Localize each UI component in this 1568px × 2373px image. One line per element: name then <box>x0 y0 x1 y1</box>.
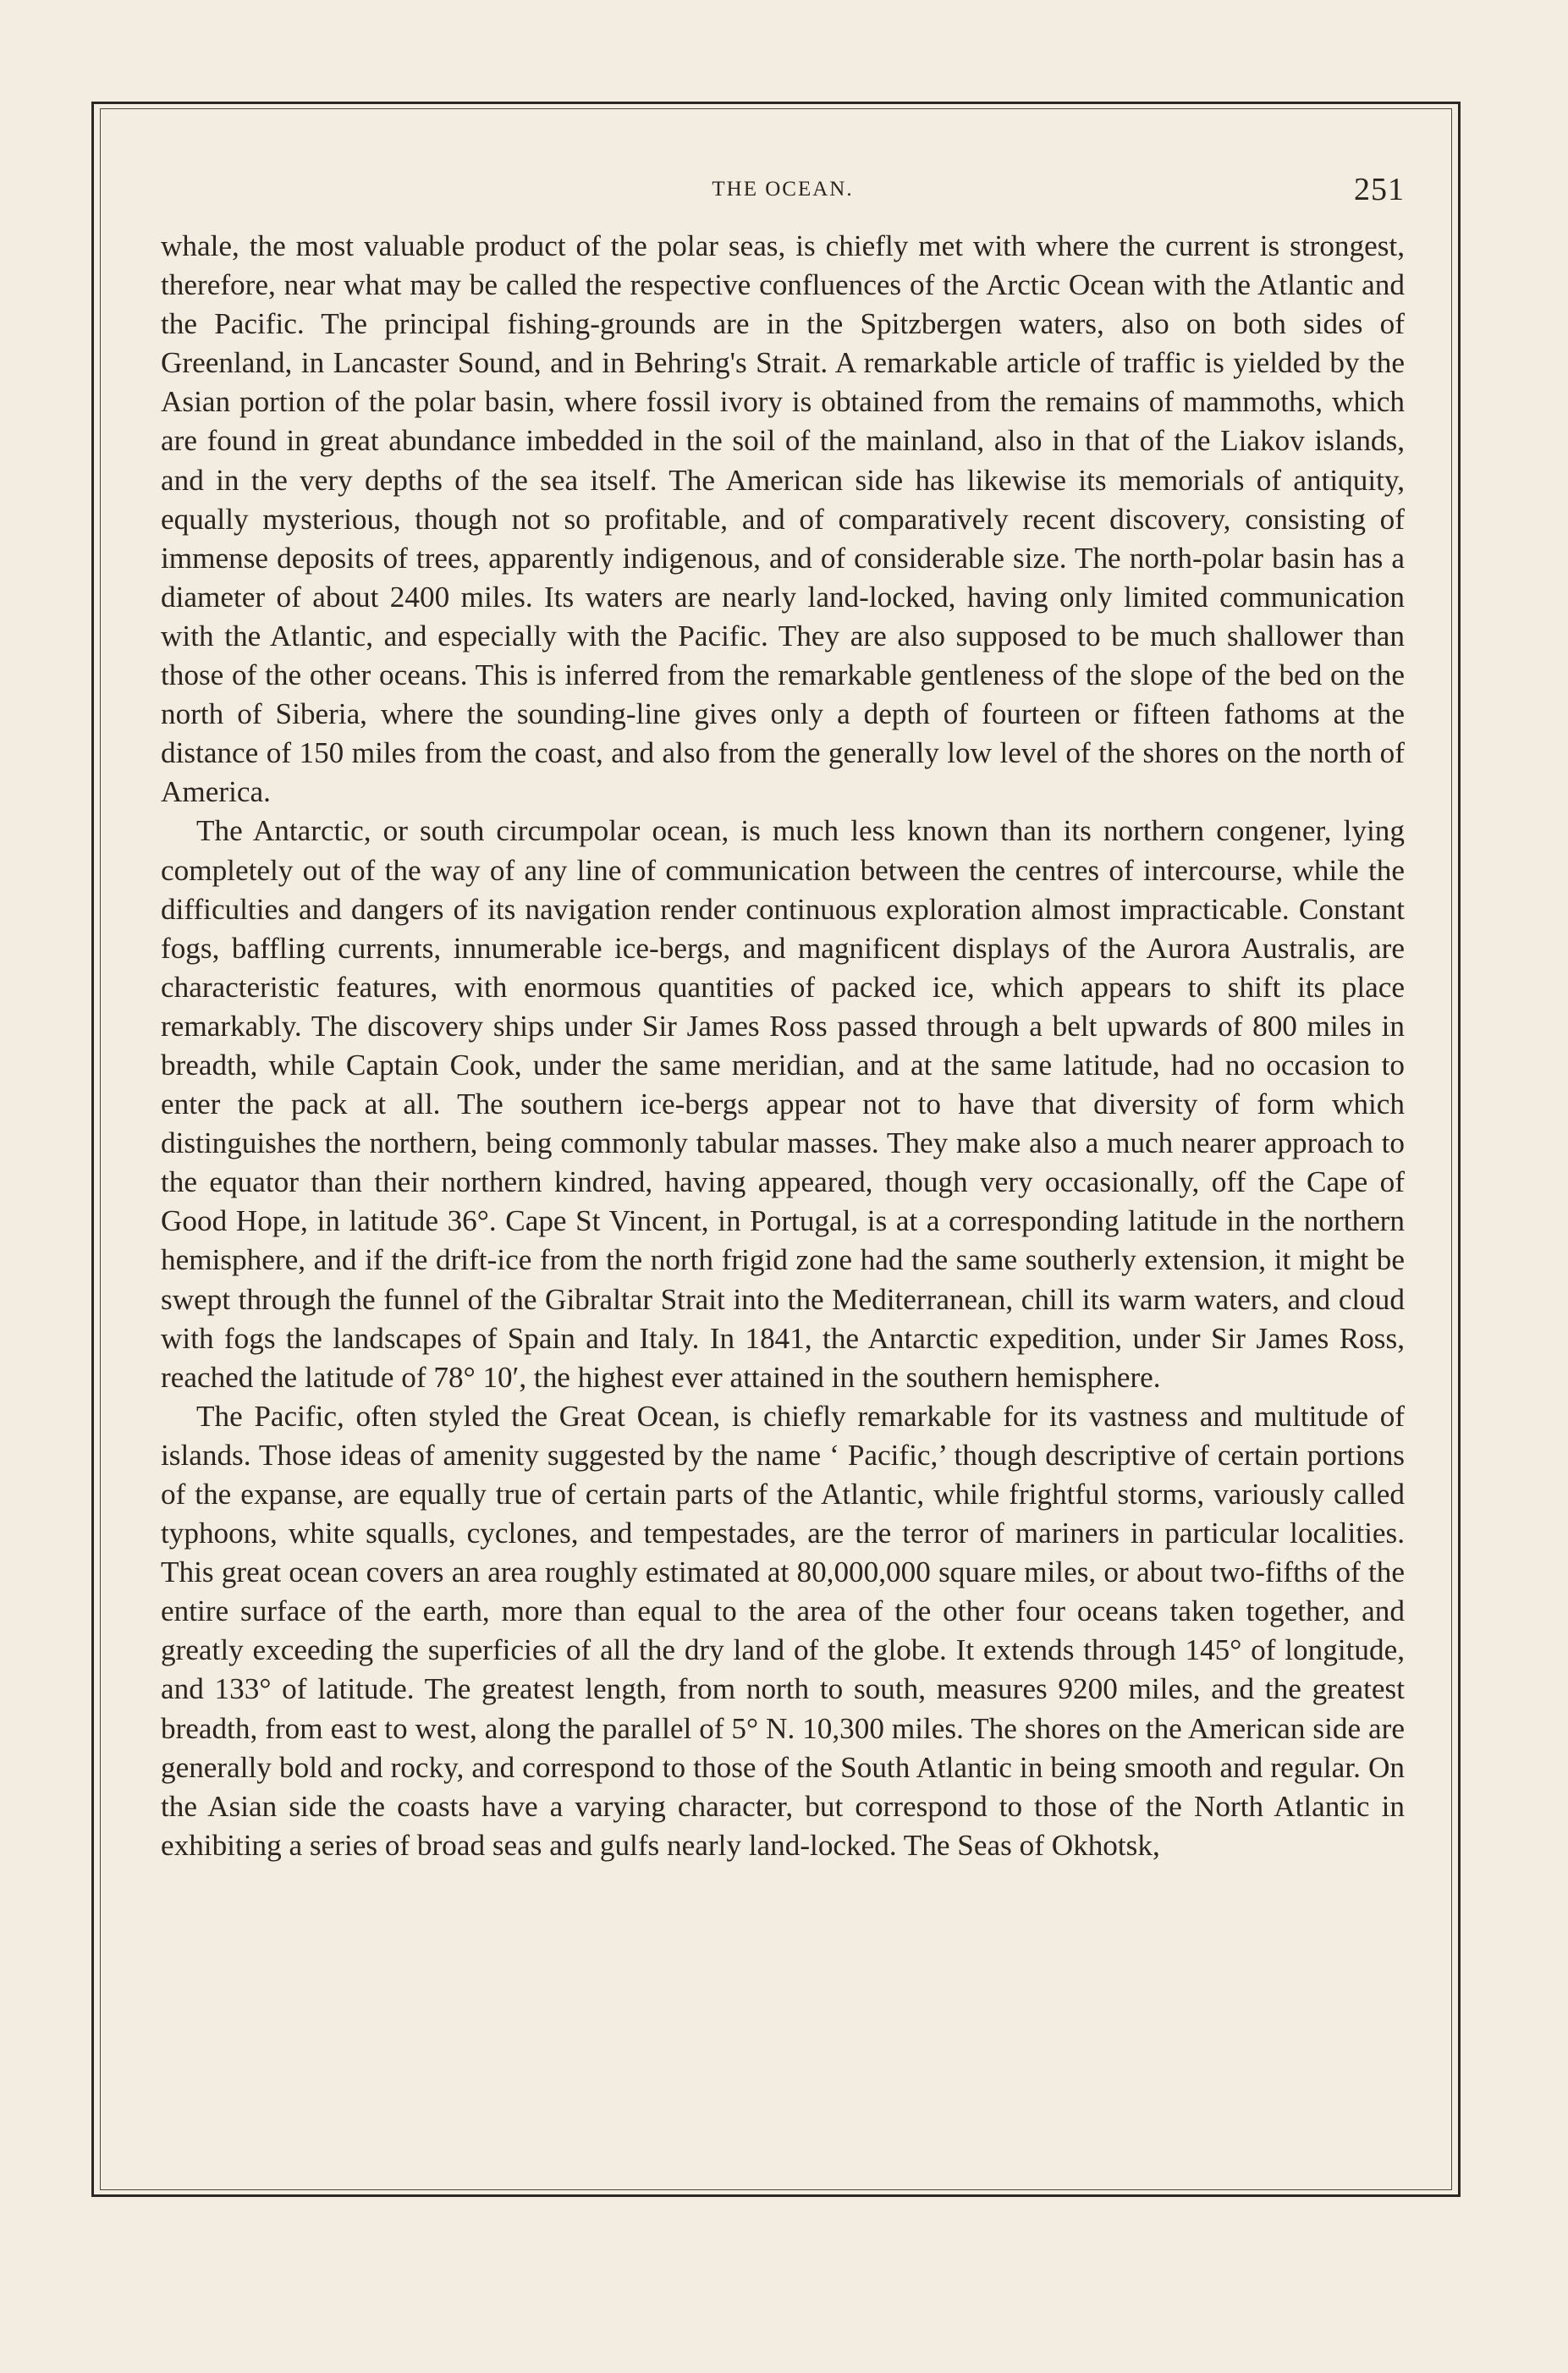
page-header <box>161 169 1405 212</box>
paragraph-pacific: The Pacific, often styled the Great Ocean, is chiefly remarkable for its vastness and multitude of islands. Those ideas of amenity suggested by the name ‘ Pacific,’ though descriptive of certain portions of the expanse, are equally true of certain parts of the Atlantic, while frightful storms, variously called typhoons, white squalls, cyclones, and tempestades, are the terror of mariners in particular localities. This great ocean covers an area roughly estimated at 80,000,000 square miles, or about two-fifths of the entire surface of the earth, more than equal to the area of the other four oceans taken together, and greatly exceeding the superficies of all the dry land of the globe. It extends through 145° of longitude, and 133° of latitude. The greatest length, from north to south, measures 9200 miles, and the greatest breadth, from east to west, along the parallel of 5° N. 10,300 miles. The shores on the American side are generally bold and rocky, and correspond to those of the South Atlantic in being smooth and regular. On the Asian side the coasts have a varying character, but correspond to those of the North Atlantic in exhibiting a series of broad seas and gulfs nearly land-locked. The Seas of Okhotsk, <box>161 1399 1405 1862</box>
paragraph-antarctic: The Antarctic, or south circumpolar ocean, is much less known than its northern congener, lying completely out of the way of any line of communication between the centres of intercourse, while the difficulties and dangers of its navigation render continuous exploration almost impracticable. Constant fogs, baffling currents, innumerable ice-bergs, and magnificent displays of the Aurora Australis, are characteristic features, with enormous quantities of packed ice, which appears to shift its place remarkably. The discovery ships under Sir James Ross passed through a belt upwards of 800 miles in breadth, while Captain Cook, under the same meridian, and at the same latitude, had no occasion to enter the pack at all. The southern ice-bergs appear not to have that diversity of form which distinguishes the northern, being commonly tabular masses. They make also a much nearer approach to the equator than their northern kindred, having appeared, though very occasionally, off the Cape of Good Hope, in latitude 36°. Cape St Vincent, in Portugal, is at a corresponding latitude in the northern hemisphere, and if the drift-ice from the north frigid zone had the same southerly extension, it might be swept through the funnel of the Gibraltar Strait into the Mediterranean, chill its warm waters, and cloud with fogs the landscapes of Spain and Italy. In 1841, the Antarctic expedition, under Sir James Ross, reached the latitude of 78° 10′, the highest ever attained in the southern hemisphere. <box>161 814 1405 1394</box>
paragraph-arctic-continued: whale, the most valuable product of the polar seas, is chiefly met with where the current is strongest, therefore, near what may be called the respective confluences of the Arctic Ocean with the Atlantic and the Pacific. The principal fishing-grounds are in the Spitzbergen waters, also on both sides of Greenland, in Lancaster Sound, and in Behring's Strait. A remarkable article of traffic is yielded by the Asian portion of the polar basin, where fossil ivory is obtained from the remains of mammoths, which are found in great abundance imbedded in the soil of the mainland, also in that of the Liakov islands, and in the very depths of the sea itself. The American side has likewise its memorials of antiquity, equally mysterious, though not so profitable, and of comparatively recent discovery, consisting of immense deposits of trees, apparently indigenous, and of considerable size. The north-polar basin has a diameter of about 2400 miles. Its waters are nearly land-locked, having only limited communication with the Atlantic, and especially with the Pacific. They are also supposed to be much shallower than those of the other oceans. This is inferred from the remarkable gentleness of the slope of the bed on the north of Siberia, where the sounding-line gives only a depth of fourteen or fifteen fathoms at the distance of 150 miles from the coast, and also from the generally low level of the shores on the north of America. <box>161 229 1405 809</box>
running-head: THE OCEAN. <box>712 178 854 201</box>
page-number: 251 <box>1354 172 1405 207</box>
body-text <box>161 227 1405 1865</box>
